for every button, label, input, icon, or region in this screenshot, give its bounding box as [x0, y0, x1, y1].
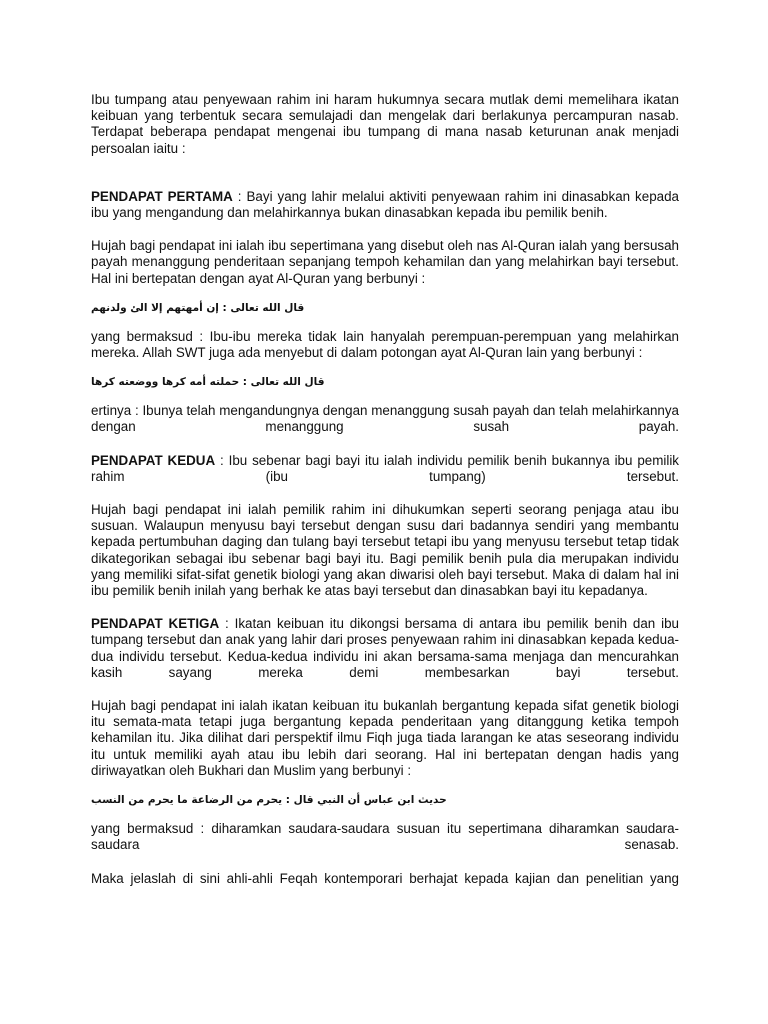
opinion-3-paragraph [91, 616, 679, 681]
opinion-1-text: : Bayi yang lahir melalui aktiviti penyewaan rahim ini dinasabkan kepada ibu yang mengandung dan melahirkannya bukan dinasabkan kepada ibu pemilik benih. [91, 188, 679, 221]
document-page [91, 92, 679, 887]
arabic-hadith: حديث ابن عباس أن النبي قال : يحرم من الرضاعة ما يحرم من النسب [91, 794, 447, 807]
opinion-2-paragraph [91, 453, 679, 485]
argument-3-paragraph: Hujah bagi pendapat ini ialah ikatan keibuan itu bukanlah bergantung kepada sifat genetik biologi itu semata-mata tetapi juga bergantung kepada penderitaan yang ditanggung ketika tempoh kehamilan itu. Jika dilihat dari perspektif ilmu Fiqh juga tiada larangan ke atas seseorang individu itu untuk memiliki ayah atau ibu lebih dari seorang. Hal ini bertepatan dengan hadis yang diriwayatkan oleh Bukhari dan Muslim yang berbunyi : [91, 698, 679, 778]
intro-paragraph: Ibu tumpang atau penyewaan rahim ini haram hukumnya secara mutlak demi memelihara ikatan keibuan yang terbentuk secara semulajadi dan mengelak dari berlakunya percampuran nasab. Terdapat beberapa pendapat mengenai ibu tumpang di mana nasab keturunan anak menjadi persoalan iaitu : [91, 92, 679, 156]
opinion-1-heading: PENDAPAT PERTAMA [91, 188, 233, 204]
closing-paragraph: Maka jelaslah di sini ahli-ahli Feqah kontemporari berhajat kepada kajian dan penelitian yang [91, 870, 679, 886]
opinion-3-heading: PENDAPAT KETIGA [91, 616, 220, 632]
meaning-2-paragraph: ertinya : Ibunya telah mengandungnya dengan menanggung susah payah dan telah melahirkannya dengan menanggung susah payah. [91, 403, 679, 435]
meaning-3-paragraph: yang bermaksud : diharamkan saudara-saudara susuan itu sepertimana diharamkan saudara-saudara senasab. [91, 821, 679, 853]
opinion-1-paragraph [91, 189, 679, 221]
argument-1-paragraph: Hujah bagi pendapat ini ialah ibu sepertimana yang disebut oleh nas Al-Quran ialah yang bersusah payah menanggung penderitaan sepanjang tempoh kehamilan dan yang melahirkan bayi tersebut. Hal ini bertepatan dengan ayat Al-Quran yang berbunyi : [91, 238, 679, 286]
opinion-2-text: : Ibu sebenar bagi bayi itu ialah individu pemilik benih bukannya ibu pemilik rahim (ibu tumpang) tersebut. [91, 452, 679, 484]
opinion-2-heading: PENDAPAT KEDUA [91, 452, 216, 468]
arabic-verse-1: قال الله تعالى : إن أمهتهم إلا الئ ولدنهم [91, 301, 305, 314]
opinion-3-text: : Ikatan keibuan itu dikongsi bersama di antara ibu pemilik benih dan ibu tumpang tersebut dan anak yang lahir dari proses penyewaan rahim ini dinasabkan kepada kedua-dua individu tersebut. Kedua-kedua individu ini akan bersama-sama menjaga dan mencurahkan kasih sayang mereka demi membesarkan bayi tersebut. [91, 616, 679, 680]
meaning-1-paragraph: yang bermaksud : Ibu-ibu mereka tidak lain hanyalah perempuan-perempuan yang melahirkan mereka. Allah SWT juga ada menyebut di dalam potongan ayat Al-Quran lain yang berbunyi : [91, 328, 679, 361]
argument-2-paragraph: Hujah bagi pendapat ini ialah pemilik rahim ini dihukumkan seperti seorang penjaga atau ibu susuan. Walaupun menyusu bayi tersebut dengan susu dari badannya sendiri yang membantu kepada pertumbuhan daging dan tulang bayi tersebut tetapi ibu yang menyusu tersebut tetap tidak dikategorikan sebagai ibu sebenar bagi bayi itu. Bagi pemilik benih pula dia merupakan individu yang memiliki sifat-sifat genetik biologi yang akan diwarisi oleh bayi tersebut. Maka di dalam hal ini ibu pemilik benih inilah yang berhak ke atas bayi tersebut dan dinasabkan bayi itu kepadanya. [91, 502, 679, 599]
arabic-verse-2: قال الله تعالى : حملته أمه كرها ووضعته كرها [91, 376, 325, 389]
